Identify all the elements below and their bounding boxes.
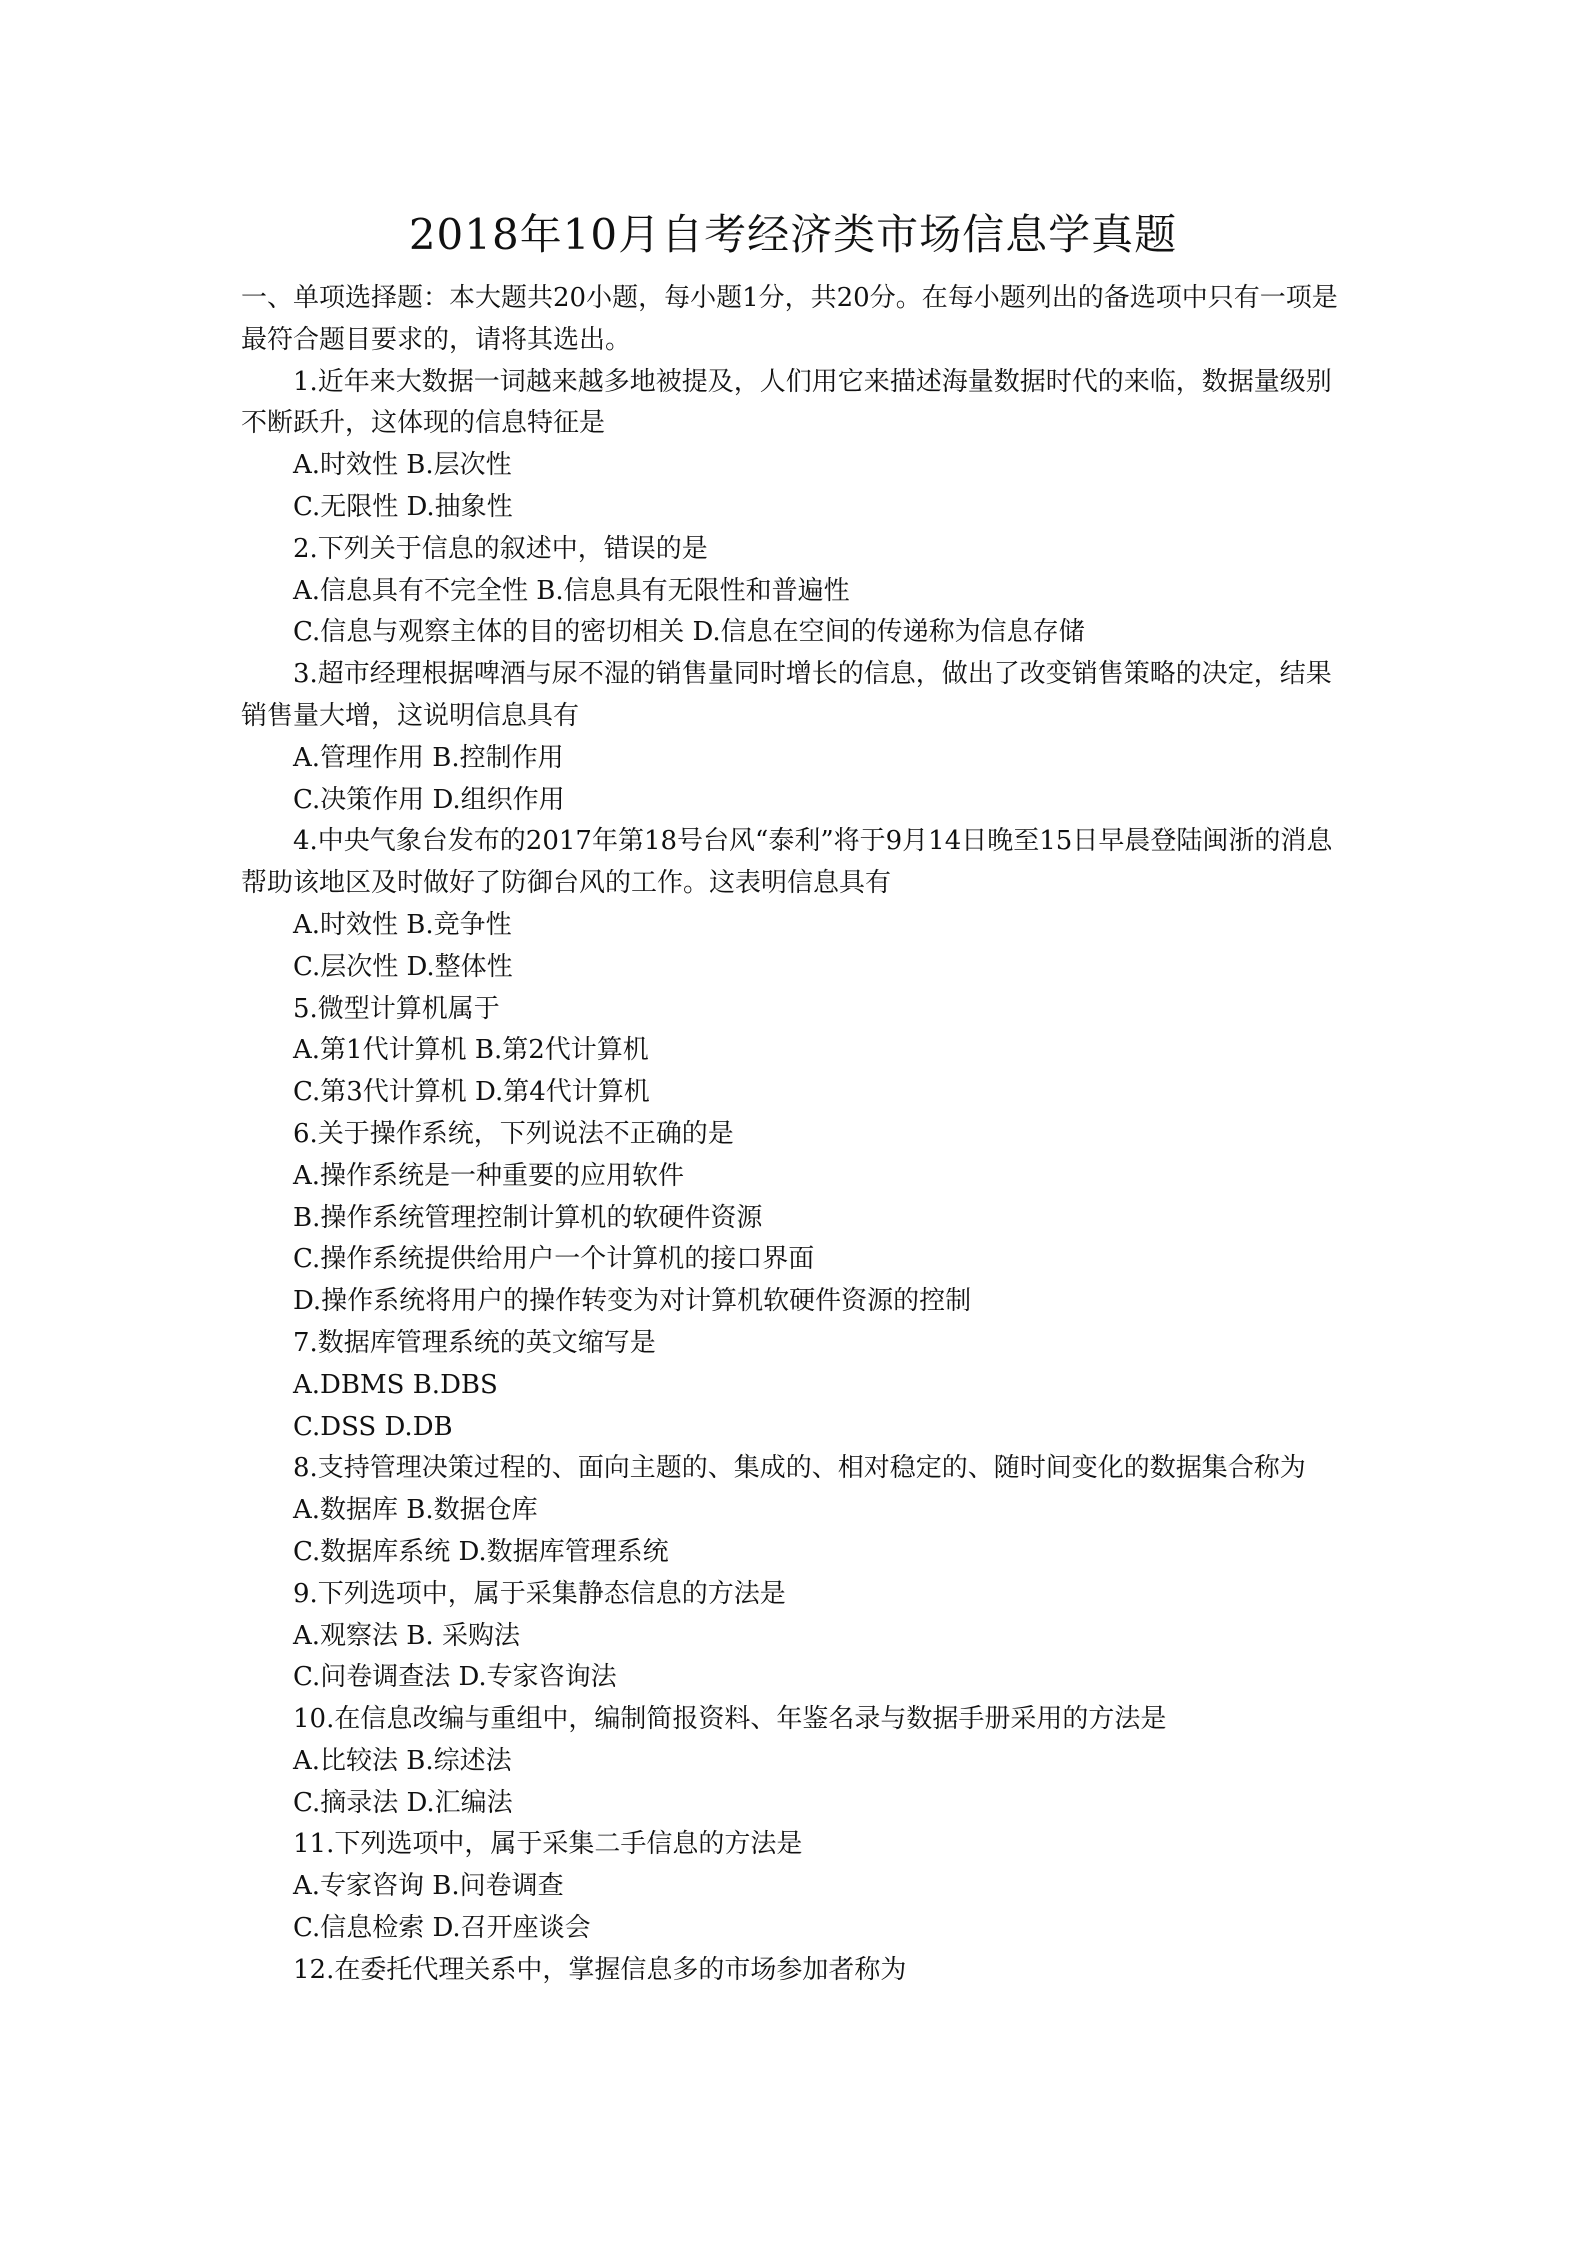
- document-body: [241, 278, 1356, 1992]
- question-options: C.信息与观察主体的目的密切相关 D.信息在空间的传递称为信息存储: [293, 617, 1085, 648]
- document-title: 2018年10月自考经济类市场信息学真题: [408, 210, 1178, 259]
- question-stem: 7.数据库管理系统的英文缩写是: [293, 1327, 656, 1358]
- question-options: A.专家咨询 B.问卷调查: [293, 1871, 564, 1902]
- question-stem: 9.下列选项中，属于采集静态信息的方法是: [293, 1578, 786, 1609]
- question-options: C.操作系统提供给用户一个计算机的接口界面: [293, 1244, 815, 1275]
- question-stem: 1.近年来大数据一词越来越多地被提及，人们用它来描述海量数据时代的来临，数据量级别不断跃升，这体现的信息特征是: [241, 366, 1332, 439]
- question-options: C.DSS D.DB: [293, 1411, 453, 1442]
- question-stem: 8.支持管理决策过程的、面向主题的、集成的、相对稳定的、随时间变化的数据集合称为: [293, 1453, 1306, 1484]
- question-options: A.信息具有不完全性 B.信息具有无限性和普遍性: [293, 575, 850, 606]
- question-options: A.时效性 B.层次性: [293, 450, 512, 481]
- question-stem: 10.在信息改编与重组中，编制简报资料、年鉴名录与数据手册采用的方法是: [293, 1704, 1167, 1735]
- question-stem: 12.在委托代理关系中，掌握信息多的市场参加者称为: [293, 1954, 907, 1985]
- question-stem: 5.微型计算机属于: [293, 993, 500, 1024]
- question-options: A.管理作用 B.控制作用: [293, 742, 564, 773]
- question-stem: 4.中央气象台发布的2017年第18号台风“泰利”将于9月14日晚至15日早晨登陆闽浙的消息帮助该地区及时做好了防御台风的工作。这表明信息具有: [241, 826, 1333, 899]
- question-options: C.第3代计算机 D.第4代计算机: [293, 1077, 650, 1108]
- question-stem: 2.下列关于信息的叙述中，错误的是: [293, 533, 708, 564]
- question-options: A.第1代计算机 B.第2代计算机: [293, 1035, 649, 1066]
- question-options: B.操作系统管理控制计算机的软硬件资源: [293, 1202, 763, 1233]
- question-options: C.信息检索 D.召开座谈会: [293, 1913, 591, 1944]
- question-stem: 11.下列选项中，属于采集二手信息的方法是: [293, 1829, 803, 1860]
- section-heading: 一、单项选择题：本大题共20小题，每小题1分，共20分。在每小题列出的备选项中只有一项是最符合题目要求的，请将其选出。: [241, 283, 1338, 355]
- question-options: C.摘录法 D.汇编法: [293, 1787, 513, 1818]
- question-options: A.观察法 B. 采购法: [293, 1620, 520, 1651]
- question-options: D.操作系统将用户的操作转变为对计算机软硬件资源的控制: [293, 1286, 972, 1317]
- question-stem: 6.关于操作系统，下列说法不正确的是: [293, 1118, 734, 1149]
- question-options: A.数据库 B.数据仓库: [293, 1495, 538, 1526]
- question-options: A.操作系统是一种重要的应用软件: [293, 1160, 685, 1191]
- question-options: C.层次性 D.整体性: [293, 951, 513, 982]
- question-options: C.数据库系统 D.数据库管理系统: [293, 1536, 669, 1567]
- question-options: C.无限性 D.抽象性: [293, 491, 513, 522]
- question-stem: 3.超市经理根据啤酒与尿不湿的销售量同时增长的信息，做出了改变销售策略的决定，结果销售量大增，这说明信息具有: [241, 659, 1332, 731]
- question-options: A.时效性 B.竞争性: [293, 909, 512, 940]
- question-options: C.问卷调查法 D.专家咨询法: [293, 1662, 617, 1693]
- question-options: A.比较法 B.综述法: [293, 1745, 512, 1776]
- question-options: C.决策作用 D.组织作用: [293, 784, 565, 815]
- question-options: A.DBMS B.DBS: [293, 1369, 498, 1400]
